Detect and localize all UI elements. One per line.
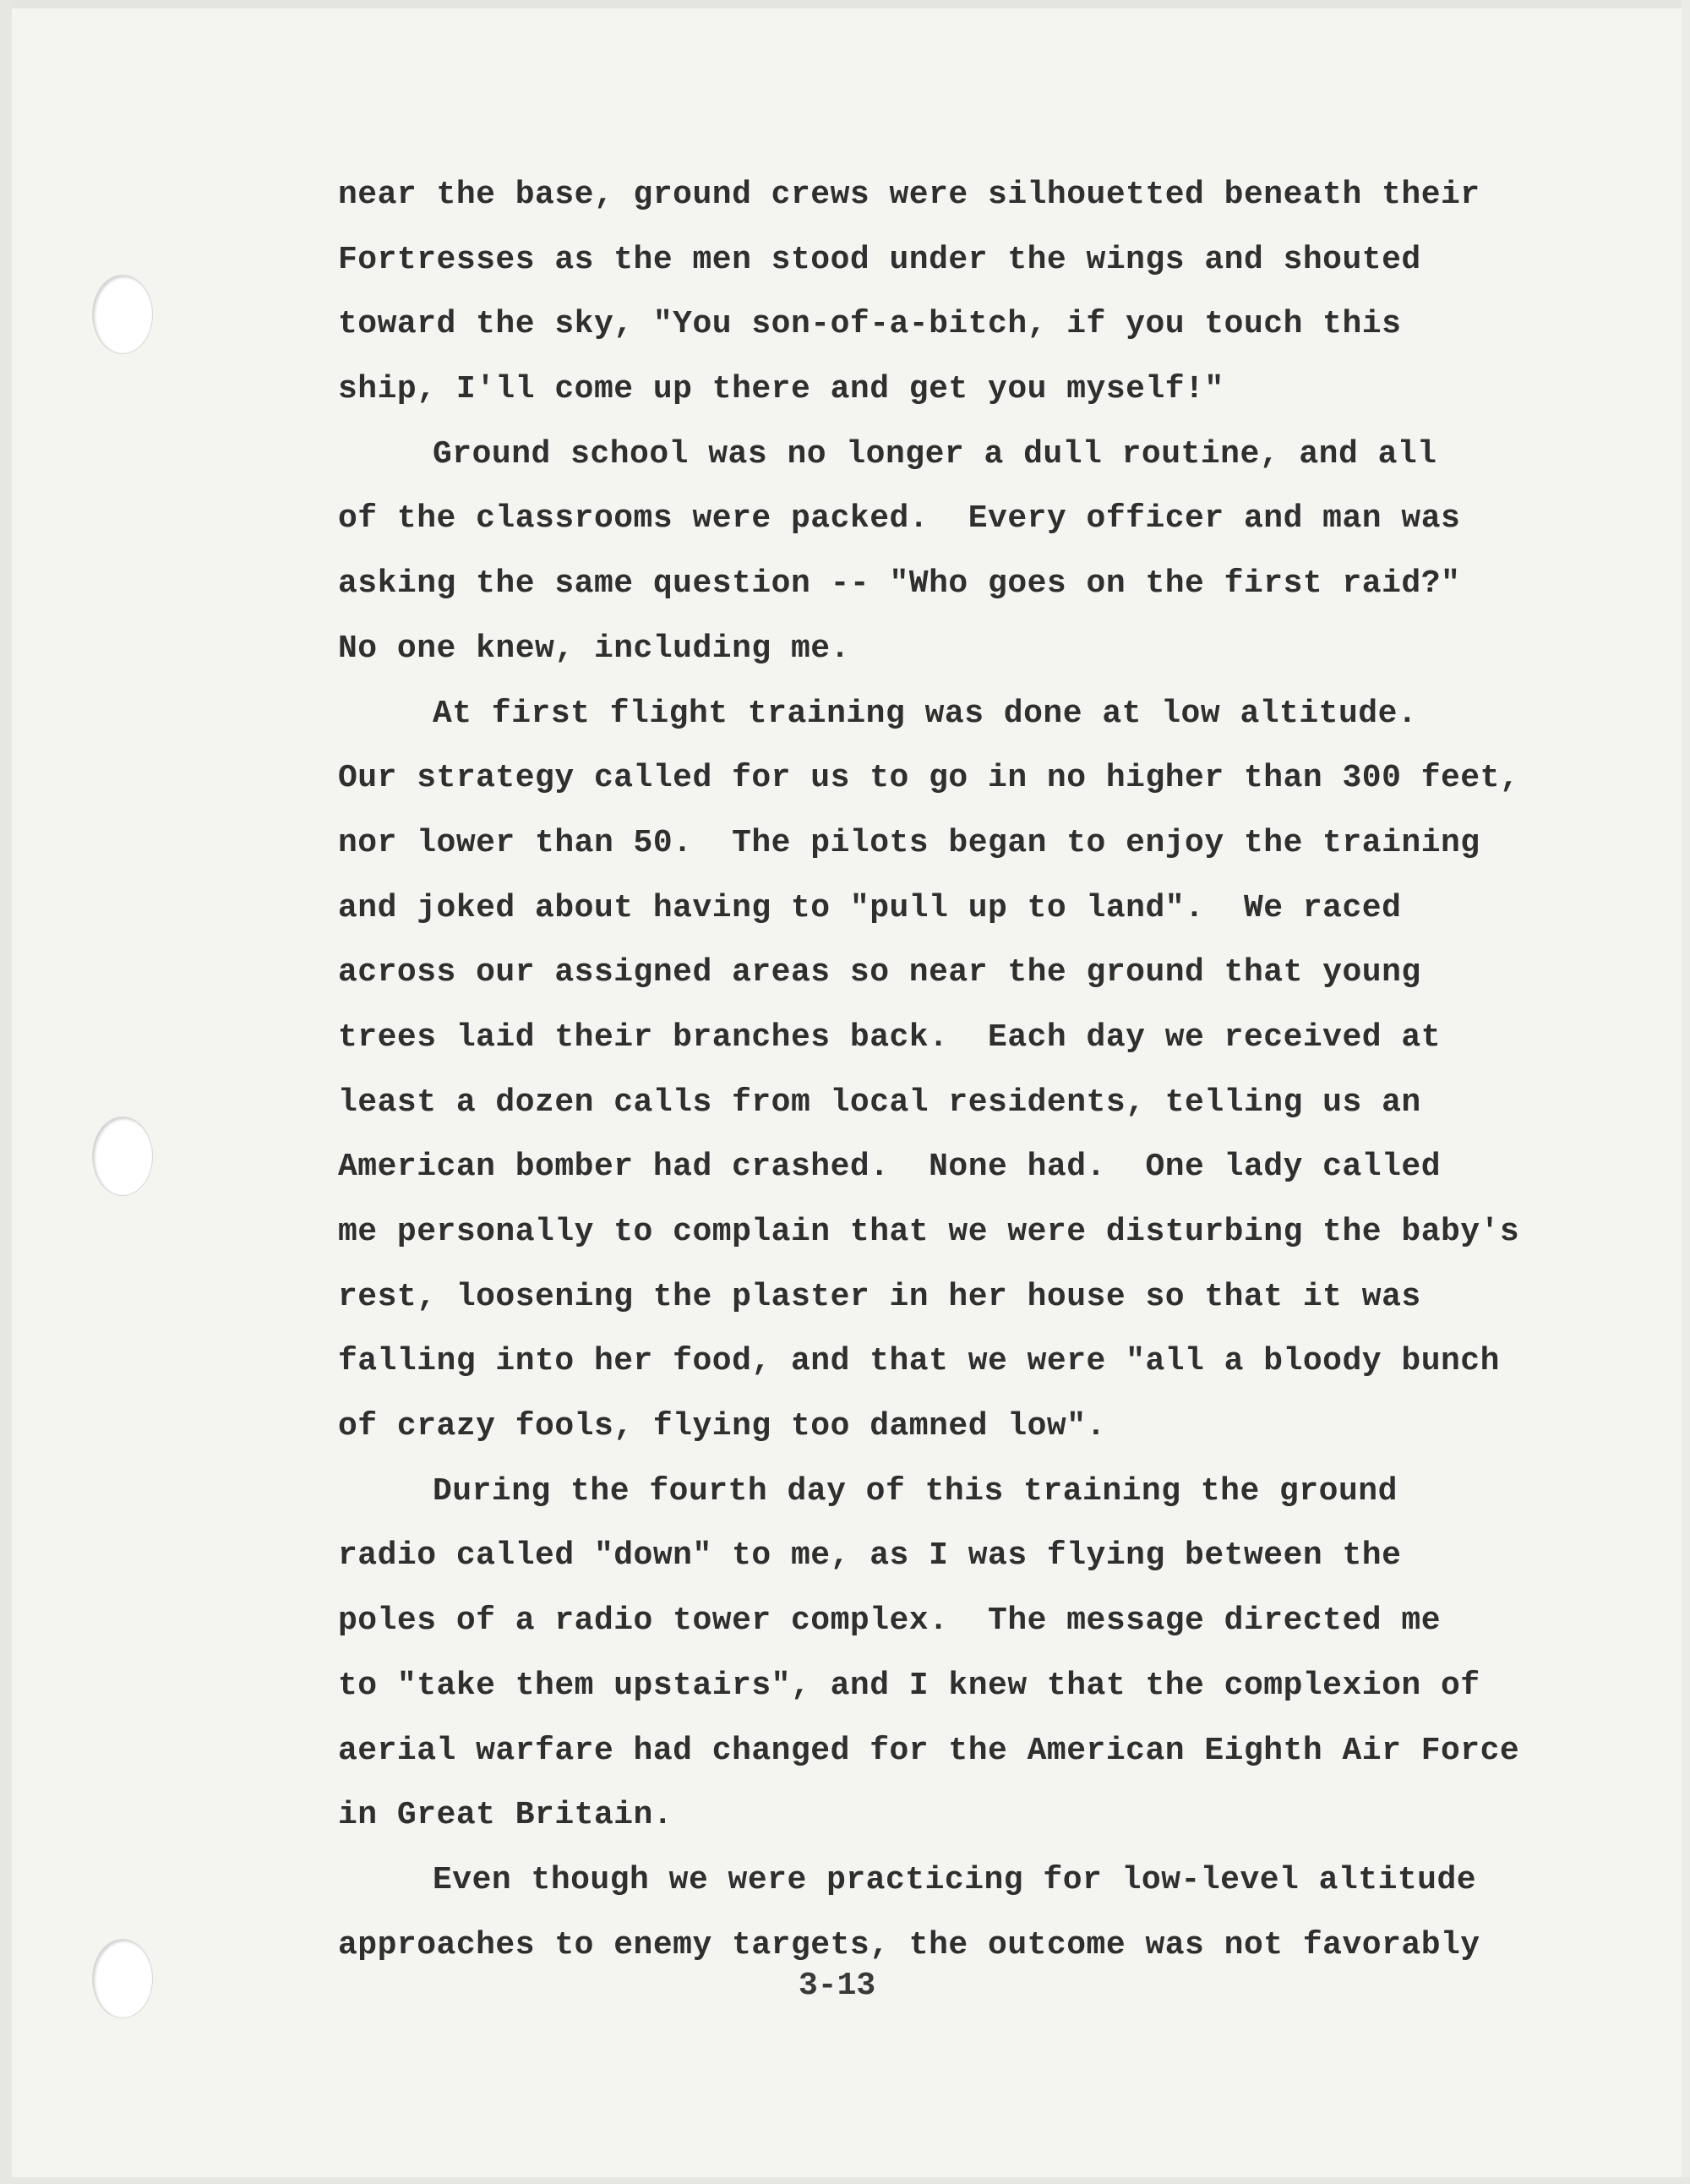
- punch-hole-middle: [93, 1117, 152, 1195]
- text-line: During the fourth day of this training the ground: [433, 1472, 1398, 1510]
- text-line: American bomber had crashed. None had. One lady called: [338, 1149, 1442, 1186]
- paragraph-4: [338, 1460, 1538, 1848]
- text-line: asking the same question -- "Who goes on the first raid?": [338, 565, 1461, 603]
- text-line: At first flight training was done at low altitude.: [433, 695, 1418, 732]
- text-line: poles of a radio tower complex. The message directed me: [338, 1603, 1442, 1640]
- text-line: in Great Britain.: [338, 1797, 673, 1834]
- text-line: Ground school was no longer a dull routine, and all: [433, 435, 1437, 472]
- text-line: toward the sky, "You son-of-a-bitch, if you touch this: [338, 306, 1402, 343]
- paragraph-3: [338, 682, 1538, 1460]
- page-edge-left: [0, 0, 12, 2184]
- page-edge-right: [1682, 0, 1690, 2184]
- text-line: of the classrooms were packed. Every officer and man was: [338, 500, 1461, 538]
- text-line: near the base, ground crews were silhouetted beneath their: [338, 177, 1480, 213]
- punch-hole-top: [93, 276, 152, 353]
- text-line: Fortresses as the men stood under the wings and shouted: [338, 241, 1421, 278]
- page-edge-top: [0, 0, 1690, 8]
- paragraph-2: [338, 423, 1538, 682]
- text-line: falling into her food, and that we were "all a bloody bunch: [338, 1343, 1500, 1380]
- text-line: trees laid their branches back. Each day we received at: [338, 1018, 1442, 1056]
- text-line: to "take them upstairs", and I knew that the complexion of: [338, 1667, 1480, 1704]
- text-line: ship, I'll come up there and get you myself!": [338, 371, 1224, 408]
- paragraph-5: [338, 1848, 1538, 1978]
- text-line: rest, loosening the plaster in her house so that it was: [338, 1278, 1421, 1315]
- text-line: Our strategy called for us to go in no higher than 300 feet,: [338, 760, 1520, 797]
- text-line: and joked about having to "pull up to land". We raced: [338, 889, 1402, 926]
- text-line: radio called "down" to me, as I was flying between the: [338, 1537, 1402, 1575]
- text-line: approaches to enemy targets, the outcome was not favorably: [338, 1926, 1480, 1963]
- punch-hole-bottom: [93, 1940, 152, 2017]
- text-line: of crazy fools, flying too damned low".: [338, 1408, 1106, 1445]
- text-line: me personally to complain that we were disturbing the baby's: [338, 1214, 1520, 1250]
- page-edge-bottom: [0, 2177, 1690, 2184]
- text-line: across our assigned areas so near the ground that young: [338, 954, 1421, 991]
- typed-text-block: [338, 163, 1538, 1978]
- text-line: Even though we were practicing for low-level altitude: [433, 1861, 1477, 1898]
- paragraph-1: [338, 163, 1538, 423]
- text-line: aerial warfare had changed for the American Eighth Air Force: [338, 1732, 1520, 1769]
- text-line: nor lower than 50. The pilots began to enjoy the training: [338, 824, 1480, 861]
- text-line: No one knew, including me.: [338, 630, 850, 667]
- page-number: 3-13: [799, 1968, 876, 2004]
- text-line: least a dozen calls from local residents, telling us an: [338, 1084, 1421, 1121]
